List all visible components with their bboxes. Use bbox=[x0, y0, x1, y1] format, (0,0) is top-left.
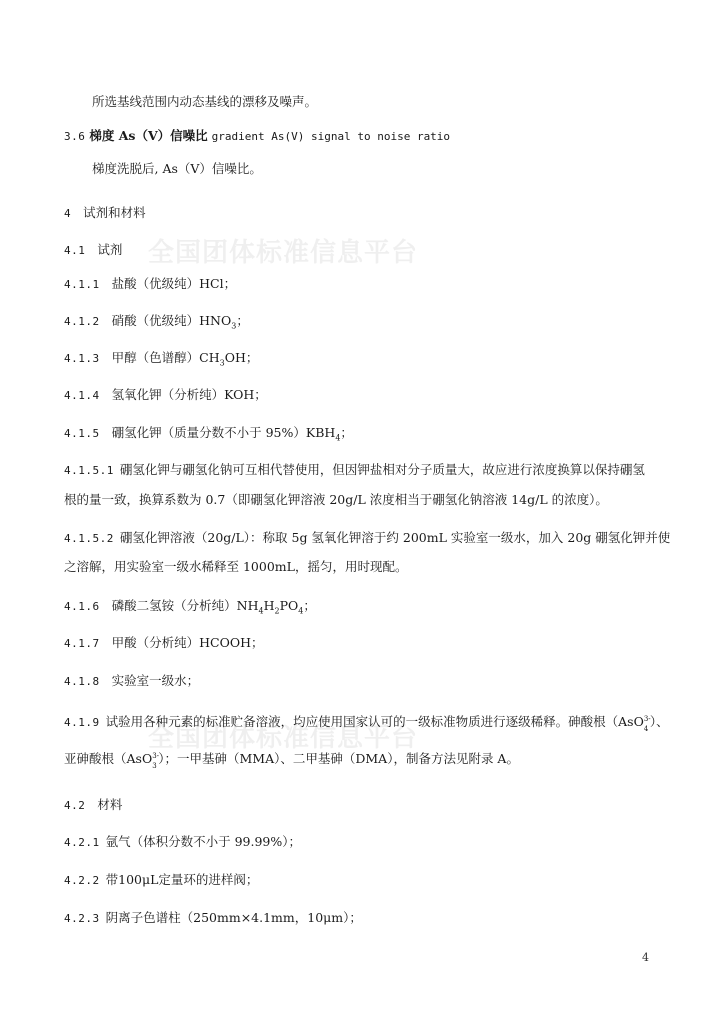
formula-part: NH bbox=[236, 598, 259, 613]
ion-subscript: 3 bbox=[152, 762, 157, 770]
formula-subscript: 3 bbox=[231, 321, 237, 331]
ion-superscript: 3- bbox=[643, 715, 651, 723]
item-number: 4.1.6 bbox=[64, 600, 100, 613]
item-number: 4.2.2 bbox=[64, 874, 100, 887]
formula-subscript: 3 bbox=[219, 358, 225, 368]
intro-text: 所选基线范围内动态基线的漂移及噪声。 bbox=[92, 94, 318, 109]
item-4-1-5-2-line2: 之溶解，用实验室一级水稀释至 1000mL，摇匀，用时现配。 bbox=[64, 559, 408, 574]
section-4-2-heading bbox=[64, 797, 664, 814]
item-number: 4.1.7 bbox=[64, 637, 100, 650]
item-text: 甲醇（色谱醇） bbox=[111, 350, 200, 365]
item-4-2-1 bbox=[64, 834, 664, 851]
ion-formula: AsO bbox=[618, 714, 644, 729]
item-4-1-5-2-line1 bbox=[64, 530, 671, 547]
watermark-bottom: 全国团体标准信息平台 bbox=[148, 723, 419, 753]
ion-charge bbox=[152, 752, 160, 770]
item-number: 4.1.4 bbox=[64, 389, 100, 402]
item-text: 氩气（体积分数不小于 99.99%）； bbox=[105, 834, 302, 849]
item-number: 4.2.1 bbox=[64, 836, 100, 849]
item-4-1-5 bbox=[64, 425, 664, 442]
item-4-1-4 bbox=[64, 387, 664, 404]
item-4-1-7 bbox=[64, 635, 664, 652]
formula-subscript: 4 bbox=[258, 606, 264, 616]
item-number: 4.1.5 bbox=[64, 427, 100, 440]
formula-subscript: 2 bbox=[274, 606, 280, 616]
item-text: 氢氧化钾（分析纯） bbox=[111, 387, 225, 402]
section-3-6-body: 梯度洗脱后, As（V）信噪比。 bbox=[92, 161, 262, 176]
item-4-1-1 bbox=[64, 276, 664, 293]
section-title-en: gradient As(V) signal to noise ratio bbox=[211, 130, 451, 143]
section-number: 4.2 bbox=[64, 799, 86, 812]
formula-part: ； bbox=[303, 598, 316, 613]
item-4-1-5-1-line1 bbox=[64, 462, 664, 479]
item-4-2-3 bbox=[64, 910, 664, 927]
item-text: ）、 bbox=[649, 714, 669, 729]
section-3-6-heading bbox=[64, 128, 664, 145]
ion-superscript: 3- bbox=[152, 752, 160, 760]
formula-part: CH bbox=[199, 350, 220, 365]
item-text: 试验用各种元素的标准贮备溶液，均应使用国家认可的一级标准物质进行逐级稀释。砷酸根（ bbox=[105, 714, 619, 729]
formula-part: HNO bbox=[199, 313, 232, 328]
item-number: 4.1.8 bbox=[64, 675, 100, 688]
formula-part: H bbox=[263, 598, 275, 613]
item-4-1-5-1-line2: 根的量一致，换算系数为 0.7（即硼氢化钾溶液 20g/L 浓度相当于硼氢化钠溶液 14g/L 的浓度）。 bbox=[64, 492, 608, 507]
ion-charge bbox=[643, 715, 651, 733]
item-text: ）；一甲基砷（MMA）、二甲基砷（DMA），制备方法见附录 A。 bbox=[158, 751, 519, 766]
formula-part: PO bbox=[279, 598, 299, 613]
item-text: 硼氢化钾溶液（20g/L）：称取 5g 氢氧化钾溶于约 200mL 实验室一级水，加入 20g 硼氢化钾并使 bbox=[119, 530, 671, 545]
item-text: 磷酸二氢铵（分析纯） bbox=[111, 598, 237, 613]
item-4-1-2 bbox=[64, 313, 664, 330]
section-title: 试剂 bbox=[97, 242, 123, 257]
section-title: 材料 bbox=[97, 797, 123, 812]
item-4-1-9-line1 bbox=[64, 714, 669, 733]
item-number: 4.1.5.1 bbox=[64, 464, 114, 477]
formula-part: ； bbox=[340, 425, 353, 440]
formula-subscript: 4 bbox=[298, 606, 304, 616]
item-formula: HCl； bbox=[199, 276, 237, 291]
item-text: 带100μL定量环的进样阀； bbox=[105, 872, 259, 887]
ion-subscript: 4 bbox=[643, 725, 649, 733]
page-number: 4 bbox=[642, 951, 649, 964]
formula-part: ； bbox=[236, 313, 249, 328]
item-number: 4.1.2 bbox=[64, 315, 100, 328]
item-4-2-2 bbox=[64, 872, 664, 889]
formula-part: OH； bbox=[224, 350, 259, 365]
item-number: 4.1.5.2 bbox=[64, 532, 114, 545]
watermark-top: 全国团体标准信息平台 bbox=[148, 238, 419, 268]
item-text: 硼氢化钾（质量分数不小于 95%） bbox=[111, 425, 306, 440]
item-formula: HCOOH； bbox=[199, 635, 264, 650]
item-4-1-6 bbox=[64, 598, 664, 615]
section-4-heading bbox=[64, 205, 664, 222]
item-text: 盐酸（优级纯） bbox=[111, 276, 200, 291]
item-number: 4.2.3 bbox=[64, 912, 100, 925]
section-title-cn: 梯度 As（V）信噪比 bbox=[89, 128, 208, 143]
item-text: 硼氢化钾与硼氢化钠可互相代替使用，但因钾盐相对分子质量大，故应进行浓度换算以保持硼氢 bbox=[119, 462, 645, 477]
formula-part: KBH bbox=[305, 425, 336, 440]
item-formula: KOH； bbox=[224, 387, 267, 402]
item-number: 4.1.9 bbox=[64, 716, 100, 729]
item-4-1-8 bbox=[64, 673, 664, 690]
section-4-1-heading bbox=[64, 242, 664, 259]
section-number: 4.1 bbox=[64, 244, 86, 257]
ion-formula: AsO bbox=[126, 751, 153, 766]
section-number: 4 bbox=[64, 207, 72, 220]
item-text: 实验室一级水； bbox=[111, 673, 200, 688]
item-number: 4.1.1 bbox=[64, 278, 100, 291]
item-text: 甲酸（分析纯） bbox=[111, 635, 200, 650]
formula-subscript: 4 bbox=[335, 433, 341, 443]
section-number: 3.6 bbox=[64, 130, 86, 143]
item-text: 硝酸（优级纯） bbox=[111, 313, 200, 328]
item-text: 亚砷酸根（ bbox=[64, 751, 127, 766]
item-4-1-3 bbox=[64, 350, 664, 367]
item-number: 4.1.3 bbox=[64, 352, 100, 365]
item-text: 阴离子色谱柱（250mm×4.1mm，10μm）； bbox=[105, 910, 362, 925]
section-title: 试剂和材料 bbox=[83, 205, 146, 220]
item-4-1-9-line2 bbox=[64, 751, 664, 770]
